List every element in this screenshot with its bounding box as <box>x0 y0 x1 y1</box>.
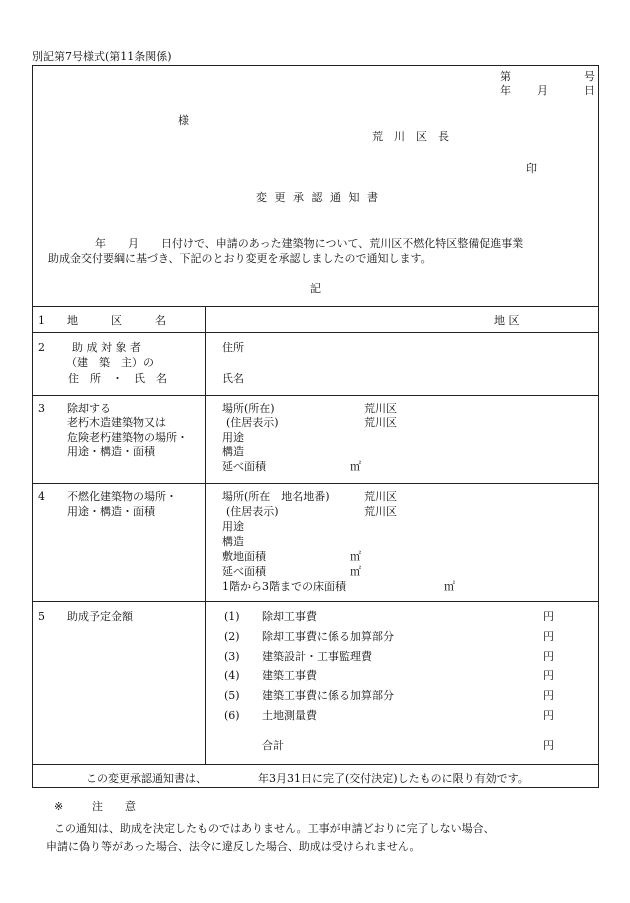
subsidy-item-3-label: 建築設計・工事監理費 <box>262 650 372 663</box>
row-3-label-line-2: 老朽木造建築物又は <box>67 416 166 429</box>
row-2-label-line-1: 助 成 対 象 者 <box>72 341 141 354</box>
table-top-line <box>33 306 599 307</box>
row-4-number: 4 <box>38 490 45 503</box>
seal-mark: 印 <box>526 162 537 175</box>
subsidy-item-5-no: (5) <box>224 689 240 702</box>
row-3-number: 3 <box>38 402 45 415</box>
row-divider-4 <box>33 601 599 602</box>
column-divider <box>205 306 206 764</box>
subsidy-item-3-unit: 円 <box>543 650 554 663</box>
notes-mark: ※ <box>54 800 64 813</box>
subsidy-item-2-label: 除却工事費に係る加算部分 <box>262 630 394 643</box>
subsidy-item-6-unit: 円 <box>543 709 554 722</box>
issuer: 荒 川 区 長 <box>372 130 449 143</box>
row-3-residence-value: 荒川区 <box>364 416 397 429</box>
row-4-structure-label: 構造 <box>222 535 244 548</box>
row-3-label-line-1: 除却する <box>67 402 111 415</box>
row-3-label-line-4: 用途・構造・面積 <box>67 445 155 458</box>
row-4-label-line-1: 不燃化建築物の場所・ <box>67 490 177 503</box>
row-1-label: 地 区 名 <box>67 314 166 327</box>
row-2-name-label: 氏名 <box>222 372 244 385</box>
subsidy-item-4-label: 建築工事費 <box>262 669 317 682</box>
row-4-residence-value: 荒川区 <box>364 505 397 518</box>
form-label: 別記第7号様式(第11条関係) <box>32 50 172 63</box>
validity-text-1: この変更承認通知書は、 <box>86 772 207 785</box>
subsidy-item-6-label: 土地測量費 <box>262 709 317 722</box>
row-4-floor-area-label: 延べ面積 <box>222 565 266 578</box>
row-2-address-label: 住所 <box>222 341 244 354</box>
validity-text-2: 年3月31日に完了(交付決定)したものに限り有効です。 <box>258 772 529 785</box>
row-5-label: 助成予定金額 <box>67 610 133 623</box>
row-3-place-value: 荒川区 <box>364 402 397 415</box>
subsidy-item-6-no: (6) <box>224 709 240 722</box>
date-year: 年 <box>500 84 511 97</box>
subsidy-item-1-unit: 円 <box>543 610 554 623</box>
row-4-label-line-2: 用途・構造・面積 <box>67 505 155 518</box>
row-2-label-line-3: 住 所 ・ 氏 名 <box>68 372 167 385</box>
date-day: 日 <box>584 84 595 97</box>
number-label: 第 <box>500 70 511 83</box>
subsidy-item-2-no: (2) <box>224 630 240 643</box>
row-divider-1 <box>33 332 599 333</box>
subsidy-item-5-unit: 円 <box>543 689 554 702</box>
row-4-site-area-label: 敷地面積 <box>222 550 266 563</box>
document-title: 変 更 承 認 通 知 書 <box>256 191 380 204</box>
row-5-number: 5 <box>38 610 45 623</box>
row-1-number: 1 <box>38 314 45 327</box>
notes-line-2: 申請に偽り等があった場合、法令に違反した場合、助成は受けられません。 <box>46 840 421 853</box>
row-4-place-value: 荒川区 <box>364 490 397 503</box>
row-3-place-label: 場所(所在) <box>222 402 275 415</box>
row-1-value: 地 区 <box>494 314 520 327</box>
row-4-site-area-unit: ㎡ <box>350 550 361 563</box>
row-4-place-label: 場所(所在 地名地番) <box>222 490 330 503</box>
row-divider-2 <box>33 395 599 396</box>
subsidy-item-3-no: (3) <box>224 650 240 663</box>
subsidy-item-2-unit: 円 <box>543 630 554 643</box>
row-divider-5 <box>33 764 599 765</box>
row-2-label-line-2: （建 築 主）の <box>66 356 154 369</box>
subsidy-total-label: 合計 <box>262 739 284 752</box>
row-3-use-label: 用途 <box>222 431 244 444</box>
subsidy-item-1-label: 除却工事費 <box>262 610 317 623</box>
intro-line-1: 年 月 日付けで、申請のあった建築物について、荒川区不燃化特区整備促進事業 <box>95 237 524 250</box>
subsidy-item-1-no: (1) <box>224 610 240 623</box>
row-3-floor-area-unit: ㎡ <box>350 460 361 473</box>
row-3-floor-area-label: 延べ面積 <box>222 460 266 473</box>
row-4-residence-label: (住居表示) <box>226 505 279 518</box>
row-3-structure-label: 構造 <box>222 445 244 458</box>
notes-heading: 注 意 <box>92 800 136 813</box>
subsidy-item-5-label: 建築工事費に係る加算部分 <box>262 689 394 702</box>
row-4-floor-1-3-label: 1階から3階までの床面積 <box>222 580 346 593</box>
row-4-floor-area-unit: ㎡ <box>350 565 361 578</box>
addressee-suffix: 様 <box>178 114 189 127</box>
row-3-label-line-3: 危険老朽建築物の場所・ <box>67 431 188 444</box>
subsidy-item-4-no: (4) <box>224 669 240 682</box>
subsidy-item-4-unit: 円 <box>543 669 554 682</box>
ki-mark: 記 <box>310 282 321 295</box>
row-4-floor-1-3-unit: ㎡ <box>444 580 455 593</box>
number-suffix: 号 <box>584 70 595 83</box>
date-month: 月 <box>537 84 548 97</box>
subsidy-total-unit: 円 <box>543 739 554 752</box>
notes-line-1: この通知は、助成を決定したものではありません。工事が申請どおりに完了しない場合、 <box>54 822 495 835</box>
row-2-number: 2 <box>38 341 45 354</box>
row-3-residence-label: (住居表示) <box>226 416 279 429</box>
row-divider-3 <box>33 483 599 484</box>
intro-line-2: 助成金交付要綱に基づき、下記のとおり変更を承認しましたので通知します。 <box>48 252 432 265</box>
row-4-use-label: 用途 <box>222 520 244 533</box>
